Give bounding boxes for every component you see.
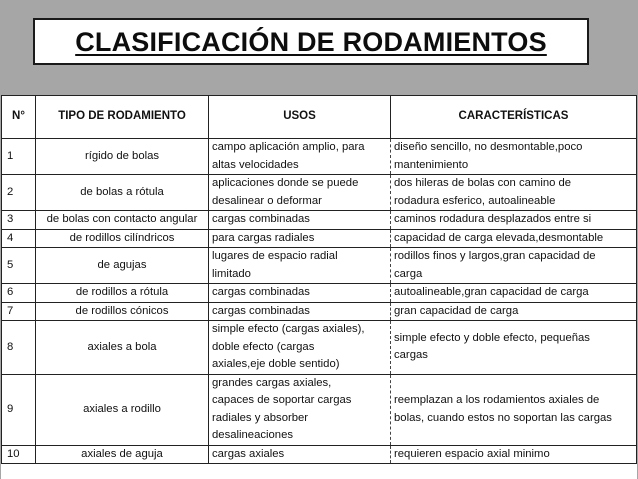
uses-line: cargas combinadas [212, 286, 310, 298]
uses-line: aplicaciones donde se puede [212, 177, 359, 189]
characteristics-line: capacidad de carga elevada,desmontable [394, 231, 604, 244]
table-row [2, 229, 637, 248]
table-row [2, 175, 637, 211]
uses-line: lugares de espacio radial [212, 250, 338, 262]
row-number: 3 [2, 211, 36, 230]
bearing-characteristics [391, 229, 637, 248]
header-num: N° [2, 96, 36, 139]
uses-line: cargas axiales [212, 447, 285, 460]
table-row [2, 302, 637, 321]
uses-line: campo aplicación amplio, para [212, 141, 365, 153]
characteristics-line: rodillos finos y largos,gran capacidad de [394, 250, 596, 262]
bearing-type: de bolas con contacto angular [36, 211, 209, 230]
characteristics-line: carga [394, 267, 423, 280]
bearing-uses [209, 175, 391, 211]
characteristics-line: bolas, cuando estos no soportan las cargas [394, 411, 612, 424]
uses-line: cargas combinadas [212, 304, 310, 317]
bearing-characteristics [391, 248, 637, 284]
uses-line: cargas combinadas [212, 213, 310, 225]
table-header-row [2, 96, 637, 139]
bearing-characteristics [391, 302, 637, 321]
header-caracteristicas: CARACTERÍSTICAS [391, 96, 637, 139]
header-tipo: TIPO DE RODAMIENTO [36, 96, 209, 139]
bearing-type: de agujas [36, 248, 209, 284]
table-row [2, 211, 637, 230]
uses-line: limitado [212, 267, 251, 280]
table-container [1, 95, 637, 479]
bearing-uses [209, 139, 391, 175]
uses-line: simple efecto (cargas axiales), [212, 323, 365, 335]
characteristics-line: cargas [394, 349, 428, 362]
bearing-type: de rodillos a rótula [36, 284, 209, 303]
uses-line: capaces de soportar cargas [212, 394, 352, 406]
bearing-type: axiales a bola [36, 321, 209, 375]
row-number: 10 [2, 445, 36, 464]
header-usos: USOS [209, 96, 391, 139]
characteristics-line: diseño sencillo, no desmontable,poco [394, 141, 583, 153]
page-title: CLASIFICACIÓN DE RODAMIENTOS [75, 27, 547, 57]
bearing-uses [209, 211, 391, 230]
uses-line: desalinear o deformar [212, 194, 322, 207]
row-number: 1 [2, 139, 36, 175]
bearing-characteristics [391, 284, 637, 303]
bearing-type: axiales de aguja [36, 445, 209, 464]
table-row [2, 445, 637, 464]
characteristics-line: dos hileras de bolas con camino de [394, 177, 572, 189]
bearing-characteristics [391, 211, 637, 230]
bearing-type: de bolas a rótula [36, 175, 209, 211]
bearing-characteristics [391, 139, 637, 175]
uses-line: desalineaciones [212, 429, 294, 441]
bearing-uses [209, 445, 391, 464]
row-number: 4 [2, 229, 36, 248]
table-row [2, 374, 637, 445]
bearing-characteristics [391, 374, 637, 445]
bearing-type: axiales a rodillo [36, 374, 209, 445]
characteristics-line: caminos rodadura desplazados entre si [394, 213, 592, 225]
table-row [2, 248, 637, 284]
bearings-table [1, 95, 637, 464]
bearing-uses [209, 321, 391, 375]
uses-line: altas velocidades [212, 158, 299, 171]
bearing-type: rígido de bolas [36, 139, 209, 175]
bearing-uses [209, 374, 391, 445]
row-number: 7 [2, 302, 36, 321]
bearing-uses [209, 284, 391, 303]
title-box [33, 18, 589, 65]
table-row [2, 284, 637, 303]
table-row [2, 139, 637, 175]
characteristics-line: autoalineable,gran capacidad de carga [394, 286, 589, 298]
bearing-uses [209, 229, 391, 248]
table-body [2, 139, 637, 464]
characteristics-line: simple efecto y doble efecto, pequeñas [394, 331, 590, 344]
bearing-uses [209, 302, 391, 321]
row-number: 8 [2, 321, 36, 375]
row-number: 5 [2, 248, 36, 284]
bearing-type: de rodillos cónicos [36, 302, 209, 321]
row-number: 6 [2, 284, 36, 303]
uses-line: doble efecto (cargas [212, 340, 315, 353]
uses-line: radiales y absorber [212, 411, 309, 424]
uses-line: para cargas radiales [212, 231, 315, 244]
uses-line: axiales,eje doble sentido) [212, 358, 340, 370]
bearing-type: de rodillos cilíndricos [36, 229, 209, 248]
characteristics-line: mantenimiento [394, 158, 469, 171]
row-number: 2 [2, 175, 36, 211]
characteristics-line: gran capacidad de carga [394, 304, 519, 317]
row-number: 9 [2, 374, 36, 445]
characteristics-line: requieren espacio axial minimo [394, 447, 550, 460]
table-row [2, 321, 637, 375]
characteristics-line: reemplazan a los rodamientos axiales de [394, 394, 600, 406]
bearing-characteristics [391, 445, 637, 464]
bearing-characteristics [391, 321, 637, 375]
characteristics-line: rodadura esferico, autoalineable [394, 194, 556, 207]
bearing-characteristics [391, 175, 637, 211]
uses-line: grandes cargas axiales, [212, 376, 332, 389]
bearing-uses [209, 248, 391, 284]
